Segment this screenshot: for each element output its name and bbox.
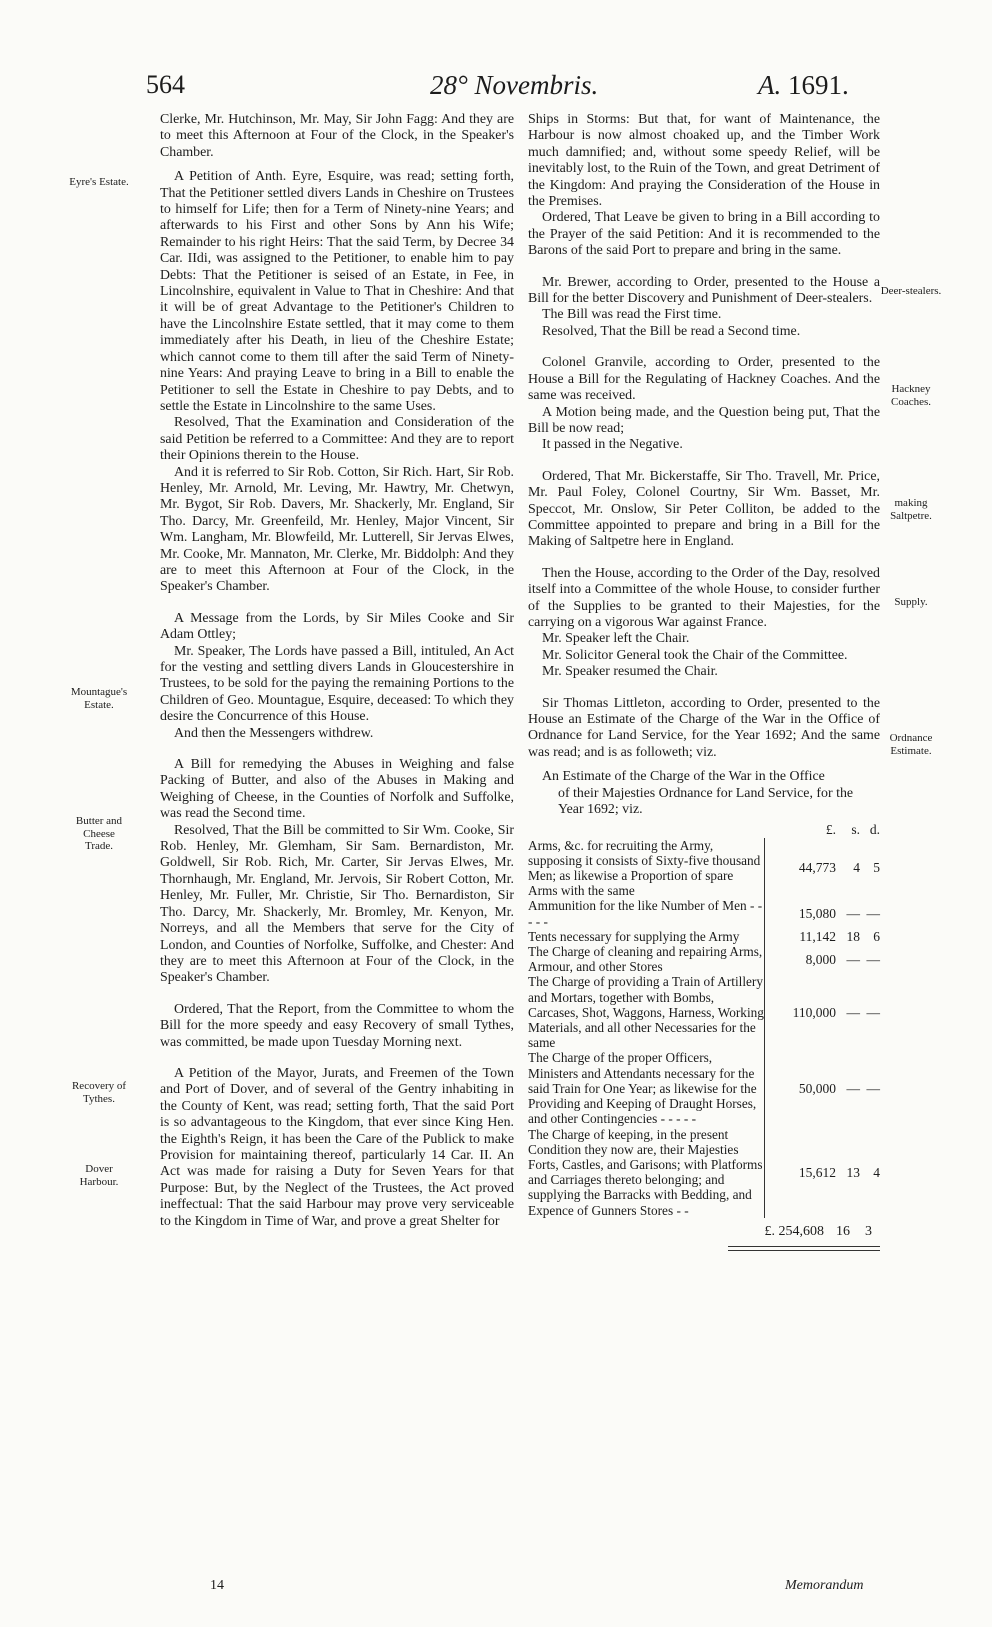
estimate-item-text: The Charge of keeping, in the present Condition they now are, their Majesties Forts, Castles, and Garisons; with Platforms and Carriages thereto belonging; and supplying the Barracks with Bedding, and Expence of Gunners Stores - - [528,1126,763,1218]
estimate-item-text: Tents necessary for supplying the Army [528,929,765,944]
estimate-item-amount: 15,612 13 4 [798,1164,880,1180]
paragraph: Sir Thomas Littleton, according to Order, presented to the House an Estimate of the Charge of the War in the Office of Ordnance for Land Service, for the Year 1692; And the same was read; and is as followeth; viz. [528,695,880,760]
estimate-item-text: Ammunition for the like Number of Men - - - - - [528,898,765,928]
estimate-row [528,1127,880,1218]
paragraph: Mr. Solicitor General took the Chair of the Committee. [542,647,848,663]
paragraph: Ordered, That Mr. Bickerstaffe, Sir Tho. Travell, Mr. Price, Mr. Paul Foley, Colonel Courtny, Sir Wm. Basset, Mr. Speccot, Mr. Onslow, Sir Peter Colliton, be added to the Committee appointed to prepare and bring in a Bill for the Making of Saltpetre here in England. [528,468,880,550]
paragraph: Then the House, according to the Order of the Day, resolved itself into a Committee of the whole House, to consider further of the Supplies to be granted to their Majesties, for the carrying on a vigorous War against France. [528,565,880,630]
estimate-item-amount: 8,000 — — [805,951,880,967]
paragraph: It passed in the Negative. [542,437,683,453]
estimate-table [528,822,880,1217]
paragraph: Ships in Storms: But that, for want of Maintenance, the Harbour is now almost choaked up, and the Timber Work much damnified; and, without some speedy Relief, will be inevitably lost, to the Ruin of the Town, and great Detriment of the Kingdom: And praying the Consideration of the House in the Premises. [528,112,880,210]
estimate-item-amount: 15,080 — — [798,906,880,922]
page-year: A. 1691. [758,70,849,100]
paragraph: Resolved, That the Bill be committed to Sir Wm. Cooke, Sir Rob. Henley, Mr. Glemham, Sir Sam. Bernardiston, Mr. Goldwell, Sir Rob. Rich, Mr. Carter, Sir Jervas Elwes, Mr. Thornhaugh, Mr. England, Mr. Jervois, Sir Robert Cotton, Mr. Henley, Mr. Fuller, Mr. Christie, Sir Tho. Bernardiston, Sir Tho. Darcy, Mr. Shackerly, Mr. Bromley, Mr. Kenyon, Mr. Norreys, and all the Members that serve for the City of London, and Counties of Norfolke, Suffolke, and Chester: And they are to meet this Afternoon at Four of the Clock, in the Speaker's Chamber. [160,822,514,986]
double-rule [728,1246,880,1251]
paragraph: Ordered, That the Report, from the Committee to whom the Bill for the more speedy and easy Recovery of small Tythes, was committed, be made upon Tuesday Morning next. [160,1001,514,1050]
estimate-heading: An Estimate of the Charge of the War in the Office of their Majesties Ordnance for Land Service, for the Year 1692; viz. [542,769,854,818]
paragraph: Mr. Speaker, The Lords have passed a Bill, intituled, An Act for the vesting and settling divers Lands in Gloucestershire in Trustees, to be sold for the paying the remaining Portions to the Children of Geo. Mountague, Esquire, deceased: To which they desire the Concurrence of this House. [160,643,514,725]
paragraph: Mr. Speaker resumed the Chair. [542,664,718,680]
margin-note-eyre: Eyre's Estate. [69,176,129,188]
estimate-row [528,898,880,928]
margin-note-tythes: Recovery of Tythes. [71,1080,127,1105]
page-date: 28° Novembris. [430,70,599,100]
margin-note-deer: Deer-stealers. [880,285,942,297]
estimate-item-text: The Charge of cleaning and repairing Arms, Armour, and other Stores [528,944,765,974]
estimate-row [528,974,880,1050]
estimate-total: £. 254,608 16 3 [764,1223,872,1239]
estimate-item-amount: 50,000 — — [798,1080,880,1096]
page-header [0,70,992,110]
estimate-item-text: The Charge of providing a Train of Artillery and Mortars, together with Bombs, Carcases, Shot, Waggons, Harness, Working Materials, and all other Necessaries for the same [528,974,764,1051]
estimate-row [528,1050,880,1126]
paragraph: The Bill was read the First time. [542,307,722,323]
margin-note-mountague: Mountague's Estate. [70,686,128,711]
paragraph: Mr. Brewer, according to Order, presented to the House a Bill for the better Discovery and Punishment of Deer-stealers. [528,274,880,307]
paragraph: A Motion being made, and the Question being put, That the Bill be now read; [528,404,880,436]
paragraph: A Petition of Anth. Eyre, Esquire, was read; setting forth, That the Petitioner settled divers Lands in Cheshire on Trustees to himself for Life; then for a Term of Ninety-nine Years; and afterwards to his First and other Sons by Ann his Wife; Remainder to his right Heirs: That the said Term, by Decree 34 Car. IIdi, was assigned to the Petitioner, to enable him to pay Debts: That the Petitioner is seised of an Estate, in Fee, in Lincolnshire, equivalent in Value to That in Cheshire: And that it will be of great Advantage to the Petitioner's Children to have the Lincolnshire Estate settled, that it may come to them immediately after his Death, in lieu of the Cheshire Estate; which cannot come to them till after the said Term of Ninety-nine Years: And praying Leave to bring in a Bill to enable the Petitioner to sell the Estate in Cheshire to pay Debts, and to settle the Estate in Lincolnshire to the same Uses. [160,169,514,414]
paragraph: Colonel Granvile, according to Order, presented to the House a Bill for the Regulating of Hackney Coaches. And the same was received. [528,355,880,404]
estimate-item-amount: 44,773 4 5 [798,860,880,876]
page-number: 564 [146,70,185,99]
paragraph: And then the Messengers withdrew. [174,725,374,741]
margin-note-dover: Dover Harbour. [79,1163,119,1188]
paragraph: A Bill for remedying the Abuses in Weighing and false Packing of Butter, and also of the Abuses in Making and Weighing of Cheese, in the Counties of Norfolk and Suffolke, was read the Second time. [160,757,514,822]
estimate-row [528,929,880,944]
margin-note-supply: Supply. [894,596,928,608]
paragraph: Resolved, That the Bill be read a Second time. [542,323,801,339]
paragraph: A Message from the Lords, by Sir Miles Cooke and Sir Adam Ottley; [160,610,514,643]
estimate-column-header: £. s. d. [825,822,880,838]
paragraph: Ordered, That Leave be given to bring in a Bill according to the Prayer of the said Petition: And it is recommended to the Barons of the said Port to prepare and bring in the same. [528,210,880,259]
signature-mark: 14 [210,1578,224,1593]
right-column [528,112,880,1251]
catchword: Memorandum [785,1578,864,1593]
estimate-item-text: Arms, &c. for recruiting the Army, supposing it consists of Sixty-five thousand Men; as likewise a Proportion of spare Arms with the same [528,838,765,899]
left-column [160,112,514,1230]
paragraph: Mr. Speaker left the Chair. [542,631,690,647]
margin-note-saltpetre: making Saltpetre. [890,497,932,522]
estimate-item-text: The Charge of the proper Officers, Ministers and Attendants necessary for the said Train for One Year; as likewise for the Providing and Keeping of Draught Horses, and other Contingencies - - - - - [528,1050,765,1126]
margin-note-hackney: Hackney Coaches. [890,383,931,408]
estimate-item-amount: 11,142 18 6 [799,928,880,944]
margin-note-ordnance: Ordnance Estimate. [889,732,933,757]
estimate-item-amount: 110,000 — — [792,1004,880,1020]
paragraph: And it is referred to Sir Rob. Cotton, Sir Rich. Hart, Sir Rob. Henley, Mr. Arnold, Mr. Leving, Mr. Hawtry, Mr. Chetwyn, Mr. Bygot, Sir Rob. Davers, Mr. Shackerly, Mr. England, Sir Tho. Darcy, Mr. Greenfeild, Mr. Henley, Major Vincent, Sir Wm. Langham, Mr. Blowfeild, Mr. Lutterell, Sir Jervas Elwes, Mr. Cooke, Mr. Mannaton, Mr. Clerke, Mr. Biddolph: And they are to meet this Afternoon at Four of the Clock, in the Speaker's Chamber. [160,464,514,595]
paragraph: Clerke, Mr. Hutchinson, Mr. May, Sir John Fagg: And they are to meet this Afternoon at Four of the Clock, in the Speaker's Chamber. [160,112,514,160]
paragraph: Resolved, That the Examination and Consideration of the said Petition be referred to a Committee: And they are to report their Opinions therein to the House. [160,415,514,464]
estimate-row [528,838,880,899]
estimate-row [528,944,880,974]
paragraph: A Petition of the Mayor, Jurats, and Freemen of the Town and Port of Dover, and of several of the Gentry inhabiting in the County of Kent, was read; setting forth, That the said Port is so advantageous to the Kingdom, that ever since King Hen. the Eighth's Reign, it has been the Care of the Publick to make Provision for maintaining thereof, particularly 14 Car. II. An Act was made for raising a Duty for Seven Years for that Purpose: But, by the Neglect of the Trustees, the Act proved ineffectual: That the said Harbour may prove very serviceable to the Kingdom in Time of War, and prove a great Shelter for [160,1065,514,1229]
margin-note-butter: Butter and Cheese Trade. [75,815,123,852]
